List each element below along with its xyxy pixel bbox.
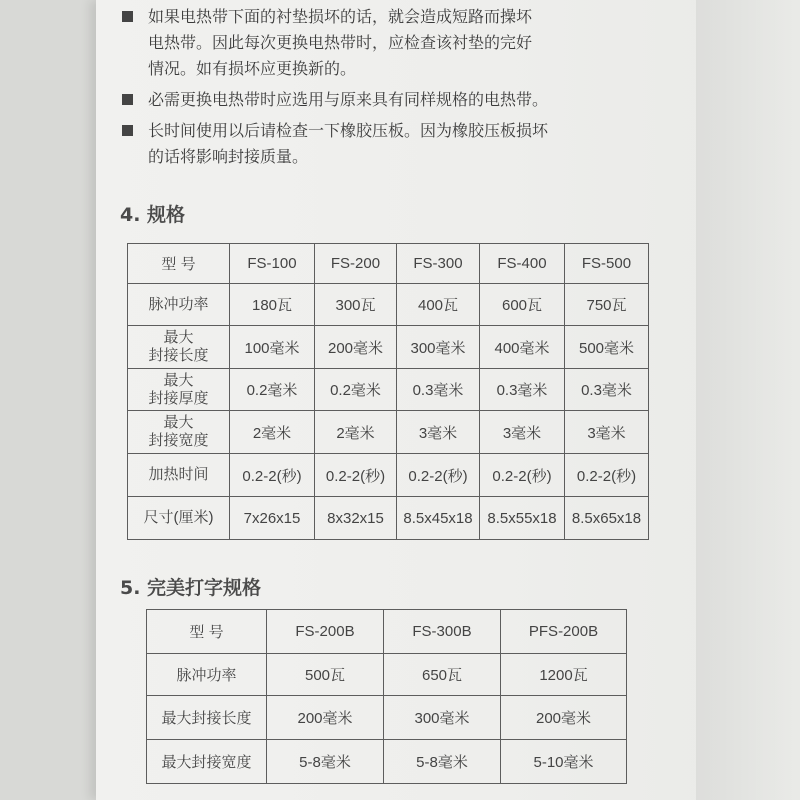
header-cell: FS-300B (384, 610, 501, 654)
section-title-specs: 4. 规格 (120, 204, 186, 226)
table-cell: 500毫米 (565, 326, 649, 369)
table-cell: 3毫米 (480, 411, 565, 454)
table-cell: 180瓦 (230, 284, 315, 326)
table-row (147, 740, 627, 784)
table-cell: 750瓦 (565, 284, 649, 326)
table-cell: 300毫米 (384, 696, 501, 740)
note-item: 长时间使用以后请检查一下橡胶压板。因为橡胶压板损坏 的话将影响封接质量。 (120, 118, 620, 170)
table-cell: 2毫米 (230, 411, 315, 454)
table-cell: 100毫米 (230, 326, 315, 369)
header-cell: 型 号 (147, 610, 267, 654)
table-row (128, 326, 649, 369)
table-header-row (147, 610, 627, 654)
table-cell: 0.2-2(秒) (230, 454, 315, 497)
table-cell: 650瓦 (384, 654, 501, 696)
table-cell: 0.2毫米 (315, 369, 397, 411)
table-cell: 500瓦 (267, 654, 384, 696)
square-bullet-icon (122, 125, 133, 136)
table-row (128, 411, 649, 454)
header-cell: FS-100 (230, 244, 315, 284)
table-cell: 8x32x15 (315, 497, 397, 540)
row-label: 最大 封接厚度 (128, 369, 230, 411)
row-label: 脉冲功率 (128, 284, 230, 326)
table-cell: 3毫米 (397, 411, 480, 454)
row-label: 最大 封接长度 (128, 326, 230, 369)
header-cell: FS-200 (315, 244, 397, 284)
table-cell: 0.2-2(秒) (397, 454, 480, 497)
table-cell: 2毫米 (315, 411, 397, 454)
table-cell: 5-10毫米 (501, 740, 627, 784)
table-row (128, 284, 649, 326)
square-bullet-icon (122, 11, 133, 22)
table-cell: 1200瓦 (501, 654, 627, 696)
header-cell: FS-300 (397, 244, 480, 284)
table-cell: 300毫米 (397, 326, 480, 369)
table-header-row (128, 244, 649, 284)
header-cell: FS-500 (565, 244, 649, 284)
table-cell: 3毫米 (565, 411, 649, 454)
typing-spec-table (146, 609, 627, 784)
header-cell: FS-400 (480, 244, 565, 284)
maintenance-notes (120, 4, 620, 175)
row-label: 尺寸(厘米) (128, 497, 230, 540)
note-item: 必需更换电热带时应选用与原来具有同样规格的电热带。 (120, 87, 620, 113)
note-item: 如果电热带下面的衬垫损坏的话，就会造成短路而操坏 电热带。因此每次更换电热带时，应检查该衬垫的完好 情况。如有损坏应更换新的。 (120, 4, 620, 82)
header-cell: 型 号 (128, 244, 230, 284)
table-cell: 0.2毫米 (230, 369, 315, 411)
table-cell: 8.5x65x18 (565, 497, 649, 540)
table-cell: 0.3毫米 (565, 369, 649, 411)
table-cell: 5-8毫米 (384, 740, 501, 784)
section-title-typing-specs: 5. 完美打字规格 (120, 577, 262, 599)
table-cell: 8.5x45x18 (397, 497, 480, 540)
table-row (147, 696, 627, 740)
table-cell: 7x26x15 (230, 497, 315, 540)
square-bullet-icon (122, 94, 133, 105)
header-cell: FS-200B (267, 610, 384, 654)
table-cell: 0.3毫米 (480, 369, 565, 411)
table-cell: 400瓦 (397, 284, 480, 326)
header-cell: PFS-200B (501, 610, 627, 654)
table-row (128, 369, 649, 411)
row-label: 最大封接长度 (147, 696, 267, 740)
table-row (147, 654, 627, 696)
table-cell: 200毫米 (267, 696, 384, 740)
table-cell: 0.3毫米 (397, 369, 480, 411)
spec-table (127, 243, 649, 540)
table-cell: 8.5x55x18 (480, 497, 565, 540)
table-cell: 600瓦 (480, 284, 565, 326)
table-cell: 0.2-2(秒) (565, 454, 649, 497)
table-cell: 400毫米 (480, 326, 565, 369)
table-cell: 0.2-2(秒) (480, 454, 565, 497)
table-cell: 200毫米 (315, 326, 397, 369)
row-label: 最大 封接宽度 (128, 411, 230, 454)
row-label: 加热时间 (128, 454, 230, 497)
page-shadow (696, 0, 796, 800)
row-label: 最大封接宽度 (147, 740, 267, 784)
table-row (128, 454, 649, 497)
table-row (128, 497, 649, 540)
table-cell: 0.2-2(秒) (315, 454, 397, 497)
table-cell: 300瓦 (315, 284, 397, 326)
table-cell: 5-8毫米 (267, 740, 384, 784)
row-label: 脉冲功率 (147, 654, 267, 696)
table-cell: 200毫米 (501, 696, 627, 740)
